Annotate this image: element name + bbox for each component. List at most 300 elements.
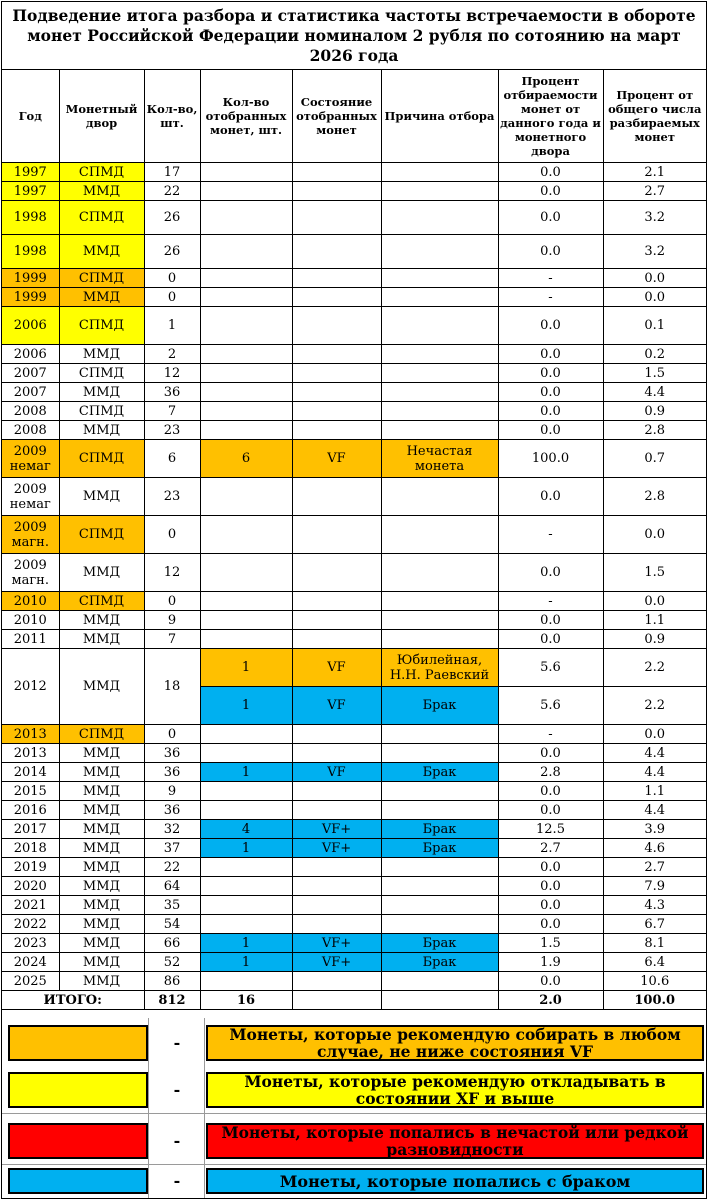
cell-mint: ММД [59, 972, 144, 991]
cell-reason [381, 725, 498, 744]
cell-year: 2006 [2, 345, 59, 364]
cell-qty: 9 [144, 611, 200, 630]
cell-pct-total: 1.5 [603, 364, 706, 383]
cell-pct-total: 0.9 [603, 630, 706, 649]
cell-condition [292, 801, 381, 820]
cell-reason [381, 478, 498, 516]
cell-qty: 23 [144, 421, 200, 440]
cell-qty: 22 [144, 858, 200, 877]
header-mint: Монетный двор [59, 70, 144, 163]
cell-pct-year: 0.0 [498, 630, 603, 649]
cell-qty: 22 [144, 182, 200, 201]
cell-mint: ММД [59, 345, 144, 364]
cell-qty: 1 [144, 307, 200, 345]
cell-mint: СПМД [59, 725, 144, 744]
cell-pct-year: 0.0 [498, 163, 603, 182]
cell-condition [292, 307, 381, 345]
cell-selected [200, 877, 292, 896]
cell-qty: 36 [144, 763, 200, 782]
legend-description: Монеты, которые попались с браком [206, 1168, 704, 1194]
cell-pct-total: 2.2 [603, 687, 706, 725]
cell-selected: 1 [200, 687, 292, 725]
table-row [2, 421, 706, 440]
cell-pct-total: 3.2 [603, 235, 706, 269]
cell-year: 1998 [2, 201, 59, 235]
cell-mint: ММД [59, 839, 144, 858]
cell-reason [381, 991, 498, 1010]
cell-year: 2007 [2, 383, 59, 402]
header-reason: Причина отбора [381, 70, 498, 163]
cell-reason [381, 858, 498, 877]
table-row [2, 915, 706, 934]
table-row [2, 972, 706, 991]
table-row [2, 858, 706, 877]
cell-qty: 26 [144, 201, 200, 235]
legend-swatch [8, 1123, 148, 1159]
cell-year: 2013 [2, 725, 59, 744]
report-sheet [1, 1, 707, 1199]
cell-mint: ММД [59, 235, 144, 269]
cell-mint: СПМД [59, 364, 144, 383]
cell-selected: 4 [200, 820, 292, 839]
cell-mint: СПМД [59, 440, 144, 478]
cell-year: 2010 [2, 592, 59, 611]
cell-condition [292, 478, 381, 516]
cell-pct-year: 0.0 [498, 782, 603, 801]
table-row [2, 649, 706, 687]
cell-pct-year: 0.0 [498, 383, 603, 402]
cell-pct-year: 0.0 [498, 478, 603, 516]
legend-dash: - [173, 1171, 181, 1190]
cell-selected [200, 896, 292, 915]
cell-qty: 12 [144, 364, 200, 383]
header-year: Год [2, 70, 59, 163]
cell-mint: ММД [59, 478, 144, 516]
cell-pct-total: 4.4 [603, 383, 706, 402]
cell-year: 2019 [2, 858, 59, 877]
cell-pct-total: 3.9 [603, 820, 706, 839]
cell-qty: 17 [144, 163, 200, 182]
cell-selected: 1 [200, 839, 292, 858]
cell-selected [200, 182, 292, 201]
cell-mint: СПМД [59, 516, 144, 554]
cell-pct-year: 0.0 [498, 611, 603, 630]
cell-pct-total: 1.5 [603, 554, 706, 592]
cell-qty: 0 [144, 288, 200, 307]
table-row [2, 235, 706, 269]
cell-reason [381, 915, 498, 934]
cell-mint: ММД [59, 554, 144, 592]
cell-selected [200, 345, 292, 364]
table-row [2, 383, 706, 402]
cell-selected [200, 364, 292, 383]
cell-pct-year: 0.0 [498, 235, 603, 269]
cell-reason: Брак [381, 763, 498, 782]
legend-item [2, 1162, 706, 1198]
cell-qty: 9 [144, 782, 200, 801]
cell-condition [292, 163, 381, 182]
legend-dash: - [173, 1131, 181, 1150]
cell-condition: VF [292, 440, 381, 478]
cell-year: 1999 [2, 269, 59, 288]
cell-mint: ММД [59, 896, 144, 915]
cell-reason [381, 630, 498, 649]
header-selected: Кол-во отобранных монет, шт. [200, 70, 292, 163]
coin-statistics-table [2, 70, 706, 1010]
cell-pct-year: 0.0 [498, 801, 603, 820]
cell-qty: 64 [144, 877, 200, 896]
cell-pct-year: 0.0 [498, 307, 603, 345]
cell-condition: VF [292, 763, 381, 782]
cell-year: 2009 немаг [2, 478, 59, 516]
legend-swatch [8, 1025, 148, 1061]
table-row [2, 744, 706, 763]
cell-mint: ММД [59, 744, 144, 763]
cell-year: 2013 [2, 744, 59, 763]
cell-mint: ММД [59, 763, 144, 782]
cell-qty: 35 [144, 896, 200, 915]
grid-line [2, 1113, 706, 1114]
cell-mint: СПМД [59, 592, 144, 611]
cell-selected [200, 725, 292, 744]
cell-pct-year: - [498, 725, 603, 744]
cell-year: 2021 [2, 896, 59, 915]
cell-pct-year: 0.0 [498, 896, 603, 915]
table-row [2, 953, 706, 972]
cell-qty: 7 [144, 402, 200, 421]
table-row [2, 763, 706, 782]
cell-mint: ММД [59, 934, 144, 953]
cell-condition [292, 991, 381, 1010]
cell-mint: СПМД [59, 163, 144, 182]
cell-pct-year: 5.6 [498, 687, 603, 725]
cell-pct-year: 2.8 [498, 763, 603, 782]
table-row [2, 877, 706, 896]
cell-pct-year: 5.6 [498, 649, 603, 687]
cell-pct-total: 0.9 [603, 402, 706, 421]
cell-qty: 6 [144, 440, 200, 478]
legend-dash: - [173, 1033, 181, 1052]
cell-pct-year: 0.0 [498, 915, 603, 934]
cell-mint: ММД [59, 288, 144, 307]
cell-condition: VF+ [292, 839, 381, 858]
cell-qty: 0 [144, 516, 200, 554]
table-row [2, 554, 706, 592]
cell-condition [292, 744, 381, 763]
cell-qty: 54 [144, 915, 200, 934]
cell-reason [381, 163, 498, 182]
cell-pct-year: 0.0 [498, 972, 603, 991]
cell-condition: VF [292, 687, 381, 725]
legend-swatch [8, 1072, 148, 1108]
cell-selected [200, 972, 292, 991]
cell-year: 1999 [2, 288, 59, 307]
table-row [2, 820, 706, 839]
legend-dash: - [173, 1080, 181, 1099]
cell-selected [200, 801, 292, 820]
cell-reason [381, 345, 498, 364]
table-row [2, 630, 706, 649]
cell-year: 2020 [2, 877, 59, 896]
cell-condition [292, 877, 381, 896]
cell-mint: ММД [59, 383, 144, 402]
cell-condition [292, 554, 381, 592]
cell-year: 2014 [2, 763, 59, 782]
cell-pct-total: 0.0 [603, 269, 706, 288]
cell-pct-year: 0.0 [498, 554, 603, 592]
cell-selected [200, 782, 292, 801]
cell-condition [292, 858, 381, 877]
cell-pct-year: 0.0 [498, 182, 603, 201]
cell-condition: VF+ [292, 953, 381, 972]
cell-mint: ММД [59, 877, 144, 896]
cell-reason: Юбилейная, Н.Н. Раевский [381, 649, 498, 687]
table-row [2, 440, 706, 478]
cell-year: 2016 [2, 801, 59, 820]
cell-reason [381, 744, 498, 763]
cell-year: 2015 [2, 782, 59, 801]
cell-year: 2008 [2, 421, 59, 440]
cell-pct-total: 2.7 [603, 858, 706, 877]
cell-pct-total: 2.2 [603, 649, 706, 687]
legend-item [2, 1021, 706, 1065]
header-qty: Кол-во, шт. [144, 70, 200, 163]
cell-pct-year: 2.7 [498, 839, 603, 858]
cell-qty: 86 [144, 972, 200, 991]
cell-mint: СПМД [59, 269, 144, 288]
cell-year: 2006 [2, 307, 59, 345]
cell-qty: 66 [144, 934, 200, 953]
cell-mint: СПМД [59, 402, 144, 421]
cell-pct-total: 2.1 [603, 163, 706, 182]
cell-qty: 0 [144, 725, 200, 744]
cell-condition [292, 182, 381, 201]
cell-reason [381, 421, 498, 440]
cell-year: 2018 [2, 839, 59, 858]
cell-pct-year: 0.0 [498, 402, 603, 421]
cell-year: 2023 [2, 934, 59, 953]
cell-condition [292, 611, 381, 630]
table-row [2, 782, 706, 801]
cell-qty: 36 [144, 383, 200, 402]
table-row [2, 592, 706, 611]
cell-reason [381, 896, 498, 915]
cell-year: 1997 [2, 182, 59, 201]
cell-pct-total: 0.0 [603, 725, 706, 744]
cell-selected [200, 744, 292, 763]
cell-reason [381, 182, 498, 201]
cell-reason: Брак [381, 820, 498, 839]
cell-pct-year: 1.9 [498, 953, 603, 972]
cell-pct-year: 0.0 [498, 201, 603, 235]
cell-year: 2011 [2, 630, 59, 649]
cell-mint: ММД [59, 611, 144, 630]
cell-selected [200, 269, 292, 288]
cell-pct-total: 0.1 [603, 307, 706, 345]
table-row [2, 896, 706, 915]
header-condition: Состояние отобранных монет [292, 70, 381, 163]
cell-pct-total: 4.3 [603, 896, 706, 915]
cell-qty: 12 [144, 554, 200, 592]
cell-pct-total: 0.2 [603, 345, 706, 364]
table-row [2, 516, 706, 554]
legend-item [2, 1119, 706, 1163]
table-row [2, 801, 706, 820]
cell-reason [381, 611, 498, 630]
cell-qty: 37 [144, 839, 200, 858]
cell-condition [292, 592, 381, 611]
table-row [2, 182, 706, 201]
cell-pct-year: 0.0 [498, 421, 603, 440]
cell-reason [381, 877, 498, 896]
cell-reason: Брак [381, 953, 498, 972]
cell-reason [381, 516, 498, 554]
cell-condition [292, 201, 381, 235]
cell-reason [381, 269, 498, 288]
cell-pct-total: 4.6 [603, 839, 706, 858]
cell-selected: 6 [200, 440, 292, 478]
cell-year: 2009 немаг [2, 440, 59, 478]
cell-selected [200, 288, 292, 307]
cell-pct-year: 0.0 [498, 877, 603, 896]
totals-selected: 16 [200, 991, 292, 1010]
cell-pct-year: - [498, 516, 603, 554]
table-row [2, 839, 706, 858]
cell-reason [381, 782, 498, 801]
cell-mint: ММД [59, 782, 144, 801]
table-row [2, 611, 706, 630]
cell-pct-total: 2.7 [603, 182, 706, 201]
cell-year: 2017 [2, 820, 59, 839]
cell-pct-total: 0.0 [603, 516, 706, 554]
cell-year: 1998 [2, 235, 59, 269]
cell-condition [292, 782, 381, 801]
cell-qty: 36 [144, 744, 200, 763]
cell-reason: Брак [381, 934, 498, 953]
cell-condition [292, 345, 381, 364]
cell-reason [381, 592, 498, 611]
cell-qty: 36 [144, 801, 200, 820]
cell-selected [200, 421, 292, 440]
cell-condition [292, 402, 381, 421]
cell-condition: VF+ [292, 934, 381, 953]
cell-reason: Брак [381, 687, 498, 725]
cell-selected: 1 [200, 953, 292, 972]
totals-row [2, 991, 706, 1010]
cell-pct-year: 0.0 [498, 744, 603, 763]
cell-mint: СПМД [59, 307, 144, 345]
totals-label: ИТОГО: [2, 991, 144, 1010]
cell-pct-year: 100.0 [498, 440, 603, 478]
cell-qty: 0 [144, 269, 200, 288]
header-pct-total: Процент от общего числа разбираемых монет [603, 70, 706, 163]
cell-selected [200, 915, 292, 934]
cell-qty: 52 [144, 953, 200, 972]
cell-pct-year: 1.5 [498, 934, 603, 953]
header-row [2, 70, 706, 163]
cell-qty: 32 [144, 820, 200, 839]
cell-mint: ММД [59, 915, 144, 934]
table-row [2, 402, 706, 421]
cell-pct-total: 2.8 [603, 421, 706, 440]
cell-year: 2024 [2, 953, 59, 972]
cell-selected [200, 611, 292, 630]
cell-reason [381, 235, 498, 269]
cell-pct-total: 7.9 [603, 877, 706, 896]
cell-selected: 1 [200, 763, 292, 782]
table-row [2, 307, 706, 345]
cell-selected [200, 307, 292, 345]
cell-selected: 1 [200, 934, 292, 953]
cell-qty: 26 [144, 235, 200, 269]
cell-pct-total: 1.1 [603, 782, 706, 801]
cell-selected [200, 235, 292, 269]
cell-condition [292, 383, 381, 402]
cell-mint: СПМД [59, 201, 144, 235]
cell-condition [292, 915, 381, 934]
cell-condition [292, 896, 381, 915]
cell-pct-total: 0.0 [603, 288, 706, 307]
cell-year: 2007 [2, 364, 59, 383]
cell-mint: ММД [59, 421, 144, 440]
cell-pct-total: 1.1 [603, 611, 706, 630]
cell-mint: ММД [59, 649, 144, 725]
cell-pct-total: 10.6 [603, 972, 706, 991]
cell-reason: Нечастая монета [381, 440, 498, 478]
cell-reason [381, 554, 498, 592]
table-row [2, 934, 706, 953]
table-row [2, 478, 706, 516]
cell-condition [292, 972, 381, 991]
cell-pct-total: 4.4 [603, 744, 706, 763]
cell-reason [381, 402, 498, 421]
cell-selected [200, 402, 292, 421]
cell-reason [381, 307, 498, 345]
cell-selected [200, 554, 292, 592]
table-row [2, 201, 706, 235]
cell-pct-total: 4.4 [603, 763, 706, 782]
cell-selected [200, 383, 292, 402]
cell-pct-year: - [498, 592, 603, 611]
cell-year: 2008 [2, 402, 59, 421]
table-row [2, 345, 706, 364]
totals-pct-total: 100.0 [603, 991, 706, 1010]
cell-reason [381, 201, 498, 235]
cell-pct-total: 6.4 [603, 953, 706, 972]
cell-condition [292, 235, 381, 269]
cell-pct-year: 0.0 [498, 345, 603, 364]
cell-pct-total: 0.7 [603, 440, 706, 478]
cell-reason [381, 364, 498, 383]
legend-description: Монеты, которые рекомендую собирать в любом случае, не ниже состояния VF [206, 1025, 704, 1061]
totals-pct-year: 2.0 [498, 991, 603, 1010]
cell-mint: ММД [59, 801, 144, 820]
cell-pct-year: 0.0 [498, 858, 603, 877]
cell-reason [381, 383, 498, 402]
cell-condition [292, 725, 381, 744]
cell-selected [200, 592, 292, 611]
cell-selected [200, 201, 292, 235]
legend-description: Монеты, которые попались в нечастой или редкой разновидности [206, 1123, 704, 1159]
cell-pct-total: 8.1 [603, 934, 706, 953]
cell-year: 2009 магн. [2, 516, 59, 554]
cell-condition [292, 288, 381, 307]
cell-mint: ММД [59, 630, 144, 649]
legend-item [2, 1068, 706, 1112]
table-row [2, 269, 706, 288]
cell-year: 2010 [2, 611, 59, 630]
cell-reason [381, 972, 498, 991]
